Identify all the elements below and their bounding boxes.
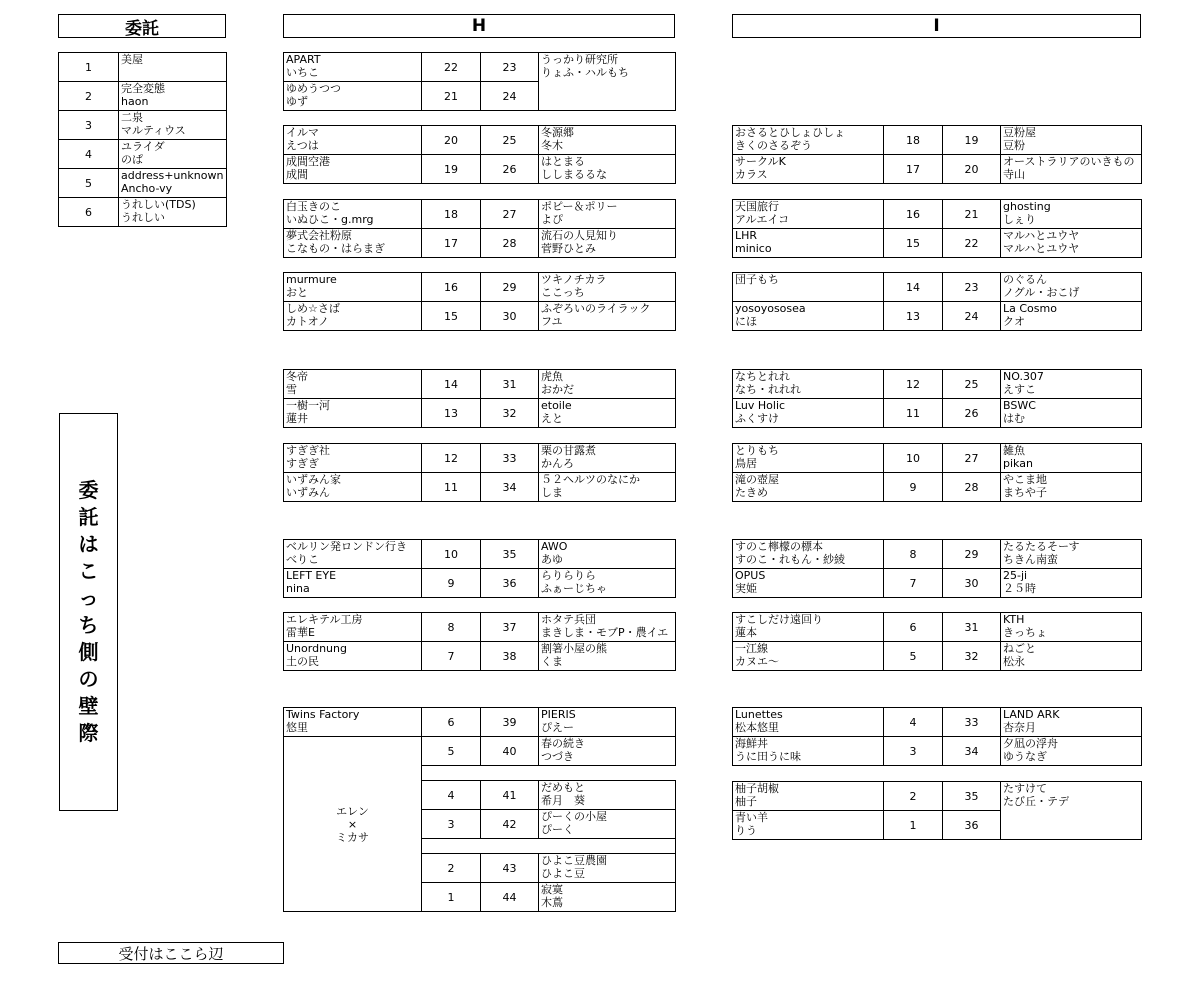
space-number: 33 (481, 444, 539, 473)
circle-cell: 流石の人見知り 菅野ひとみ (539, 229, 676, 258)
itaku-circle: ユライダ のぱ (119, 140, 227, 169)
circle-cell: 冬源郷 冬木 (539, 126, 676, 155)
circle-cell: すこしだけ遠回り 蓮本 (733, 613, 884, 642)
itaku-number: 3 (59, 111, 119, 140)
itaku-circle: うれしい(TDS) うれしい (119, 198, 227, 227)
circle-cell: とりもち 鳥居 (733, 444, 884, 473)
space-number: 15 (884, 229, 943, 258)
wall-note-char: 際 (78, 721, 99, 745)
circle-cell: 25-ji ２５時 (1001, 569, 1142, 598)
space-number: 42 (481, 810, 539, 839)
itaku-number: 1 (59, 53, 119, 82)
space-number: 6 (884, 613, 943, 642)
circle-cell: 栗の甘露煮 かんろ (539, 444, 676, 473)
h-block (283, 272, 676, 331)
space-number: 34 (943, 737, 1001, 766)
circle-cell: 寂寞 木蔦 (539, 883, 676, 912)
i-block (732, 125, 1142, 184)
space-number: 20 (943, 155, 1001, 184)
circle-cell: 団子もち (733, 273, 884, 302)
space-number: 8 (422, 613, 481, 642)
circle-cell: ぴーくの小屋 ぴーく (539, 810, 676, 839)
space-number: 12 (422, 444, 481, 473)
circle-cell: 滝の壺屋 たきめ (733, 473, 884, 502)
circle-cell: いずみん家 いずみん (284, 473, 422, 502)
space-number: 4 (422, 781, 481, 810)
i-block-last (732, 781, 1142, 840)
i-block (732, 272, 1142, 331)
i-block (732, 539, 1142, 598)
wall-note-char: こ (78, 559, 99, 583)
circle-cell: ツキノチカラ ここっち (539, 273, 676, 302)
circle-cell: 白玉きのこ いぬひこ・g.mrg (284, 200, 422, 229)
space-number: 26 (481, 155, 539, 184)
circle-cell: 割箸小屋の熊 くま (539, 642, 676, 671)
circle-cell: 海鮮丼 うに田うに味 (733, 737, 884, 766)
wall-note-char: ち (78, 613, 99, 637)
space-number: 29 (943, 540, 1001, 569)
space-number: 10 (884, 444, 943, 473)
space-number: 39 (481, 708, 539, 737)
space-number: 35 (481, 540, 539, 569)
space-number: 36 (481, 569, 539, 598)
eren-mikasa-merged: エレン × ミカサ (284, 737, 422, 912)
circle-cell: Twins Factory 悠里 (284, 708, 422, 737)
itaku-header: 委託 (58, 14, 226, 38)
space-number: 24 (481, 82, 539, 111)
space-number: 5 (884, 642, 943, 671)
space-number: 13 (884, 302, 943, 331)
circle-cell: 夕凪の浮舟 ゆうなぎ (1001, 737, 1142, 766)
circle-cell: ゆめうつつ ゆず (284, 82, 422, 111)
circle-cell: 雑魚 pikan (1001, 444, 1142, 473)
space-number: 18 (884, 126, 943, 155)
circle-cell: ふぞろいのライラック フユ (539, 302, 676, 331)
space-number: 31 (481, 370, 539, 399)
circle-cell: すのこ檸檬の標本 すのこ・れもん・紗綾 (733, 540, 884, 569)
space-number: 4 (884, 708, 943, 737)
space-number: 28 (943, 473, 1001, 502)
circle-cell: ５２ヘルツのなにか しま (539, 473, 676, 502)
space-number: 25 (943, 370, 1001, 399)
space-number: 27 (481, 200, 539, 229)
circle-cell: サークルK カラス (733, 155, 884, 184)
space-number: 17 (422, 229, 481, 258)
itaku-circle: 二泉 マルティウス (119, 111, 227, 140)
h-block (283, 199, 676, 258)
h-block (283, 612, 676, 671)
circle-cell: マルハとユウヤ マルハとユウヤ (1001, 229, 1142, 258)
space-number: 40 (481, 737, 539, 766)
itaku-circle: address+unknown Ancho-vy (119, 169, 227, 198)
space-number: 5 (422, 737, 481, 766)
h-block-top (283, 52, 676, 111)
space-number: 22 (943, 229, 1001, 258)
circle-cell: オーストラリアのいきもの 寺山 (1001, 155, 1142, 184)
space-number: 12 (884, 370, 943, 399)
h-block (283, 539, 676, 598)
i-block (732, 443, 1142, 502)
space-number: 23 (481, 53, 539, 82)
circle-cell: 虎魚 おかだ (539, 370, 676, 399)
spacer-cell (422, 766, 676, 781)
space-number: 3 (884, 737, 943, 766)
wall-note-char: 託 (78, 505, 99, 529)
itaku-number: 6 (59, 198, 119, 227)
circle-cell: PIERIS ぴえー (539, 708, 676, 737)
wall-note-char: 側 (78, 640, 99, 664)
itaku-number: 2 (59, 82, 119, 111)
i-block (732, 199, 1142, 258)
space-number: 24 (943, 302, 1001, 331)
space-number: 30 (943, 569, 1001, 598)
circle-cell: たるたるそーす ちきん南蛮 (1001, 540, 1142, 569)
circle-cell: らりらりら ふぁーじちゃ (539, 569, 676, 598)
circle-cell: Luv Holic ふくすけ (733, 399, 884, 428)
wall-note-char: っ (78, 586, 99, 610)
circle-cell: Unordnung 土の民 (284, 642, 422, 671)
circle-cell: ねごと 松永 (1001, 642, 1142, 671)
space-number: 14 (884, 273, 943, 302)
space-number: 33 (943, 708, 1001, 737)
space-number: 34 (481, 473, 539, 502)
h-block-eren (283, 707, 676, 912)
circle-cell: NO.307 えすこ (1001, 370, 1142, 399)
spacer-cell (422, 839, 676, 854)
itaku-circle: 美屋 (119, 53, 227, 82)
h-block (283, 369, 676, 428)
space-number: 10 (422, 540, 481, 569)
space-number: 16 (422, 273, 481, 302)
space-number: 11 (422, 473, 481, 502)
circle-cell: yosoyososea にほ (733, 302, 884, 331)
space-number: 32 (481, 399, 539, 428)
circle-cell: 柚子胡椒 柚子 (733, 782, 884, 811)
circle-cell: 春の続き つづき (539, 737, 676, 766)
i-block (732, 612, 1142, 671)
wall-note-char: は (78, 532, 99, 556)
circle-cell-merged: たすけて たび丘・テデ (1001, 782, 1142, 840)
circle-cell: なちとれれ なち・れれれ (733, 370, 884, 399)
wall-note (59, 413, 118, 811)
circle-cell: 一江線 カヌエ〜 (733, 642, 884, 671)
space-number: 27 (943, 444, 1001, 473)
i-block (732, 707, 1142, 766)
space-number: 3 (422, 810, 481, 839)
space-number: 2 (884, 782, 943, 811)
circle-cell: やこま地 まちや子 (1001, 473, 1142, 502)
circle-cell: ghosting しぇり (1001, 200, 1142, 229)
space-number: 21 (943, 200, 1001, 229)
space-number: 22 (422, 53, 481, 82)
space-number: 7 (422, 642, 481, 671)
circle-cell: 冬帝 雪 (284, 370, 422, 399)
circle-cell: BSWC はむ (1001, 399, 1142, 428)
wall-note-char: 委 (78, 478, 99, 502)
circle-cell: ベルリン発ロンドン行き べりこ (284, 540, 422, 569)
circle-cell: ホタテ兵団 まきしま・モブP・農イエ (539, 613, 676, 642)
circle-cell-merged: うっかり研究所 りょふ・ハルもち (539, 53, 676, 111)
i-column-header: I (732, 14, 1141, 38)
space-number: 13 (422, 399, 481, 428)
space-number: 28 (481, 229, 539, 258)
space-number: 21 (422, 82, 481, 111)
space-number: 25 (481, 126, 539, 155)
circle-cell: LAND ARK 杏奈月 (1001, 708, 1142, 737)
space-number: 36 (943, 811, 1001, 840)
space-number: 41 (481, 781, 539, 810)
circle-cell: だめもと 希月 葵 (539, 781, 676, 810)
h-block (283, 125, 676, 184)
space-number: 29 (481, 273, 539, 302)
circle-cell: APART いちこ (284, 53, 422, 82)
space-number: 38 (481, 642, 539, 671)
circle-cell: おさるとひしょひしょ きくのさるぞう (733, 126, 884, 155)
circle-cell: はとまる ししまるるな (539, 155, 676, 184)
space-number: 6 (422, 708, 481, 737)
space-number: 9 (422, 569, 481, 598)
itaku-circle: 完全変態 haon (119, 82, 227, 111)
space-number: 7 (884, 569, 943, 598)
wall-note-char: の (78, 667, 99, 691)
space-number: 9 (884, 473, 943, 502)
circle-cell: 成間空港 成間 (284, 155, 422, 184)
space-number: 17 (884, 155, 943, 184)
space-number: 14 (422, 370, 481, 399)
h-block (283, 443, 676, 502)
space-number: 23 (943, 273, 1001, 302)
circle-cell: 豆粉屋 豆粉 (1001, 126, 1142, 155)
circle-cell: etoile えと (539, 399, 676, 428)
circle-cell: すぎぎ社 すぎぎ (284, 444, 422, 473)
space-number: 11 (884, 399, 943, 428)
circle-cell: のぐるん ノグル・おこげ (1001, 273, 1142, 302)
space-number: 44 (481, 883, 539, 912)
circle-cell: La Cosmo クオ (1001, 302, 1142, 331)
space-number: 8 (884, 540, 943, 569)
circle-cell: しめ☆さば カトオノ (284, 302, 422, 331)
i-block (732, 369, 1142, 428)
space-number: 26 (943, 399, 1001, 428)
space-number: 32 (943, 642, 1001, 671)
circle-cell: murmure おと (284, 273, 422, 302)
circle-cell: KTH きっちょ (1001, 613, 1142, 642)
space-number: 31 (943, 613, 1001, 642)
circle-cell: 天国旅行 アルエイコ (733, 200, 884, 229)
circle-cell: 夢式会社粉原 こなもの・はらまぎ (284, 229, 422, 258)
circle-cell: Lunettes 松本悠里 (733, 708, 884, 737)
circle-cell: イルマ えつは (284, 126, 422, 155)
circle-cell: エレキテル工房 雷華E (284, 613, 422, 642)
space-number: 15 (422, 302, 481, 331)
circle-cell: 一樹一河 蓮井 (284, 399, 422, 428)
space-number: 35 (943, 782, 1001, 811)
circle-cell: ひよこ豆農園 ひよこ豆 (539, 854, 676, 883)
itaku-table (58, 52, 227, 227)
space-number: 37 (481, 613, 539, 642)
space-number: 19 (422, 155, 481, 184)
space-number: 16 (884, 200, 943, 229)
reception-note: 受付はここら辺 (58, 942, 284, 964)
space-number: 18 (422, 200, 481, 229)
circle-cell: AWO あゆ (539, 540, 676, 569)
space-number: 30 (481, 302, 539, 331)
space-number: 2 (422, 854, 481, 883)
space-number: 43 (481, 854, 539, 883)
h-column-header: H (283, 14, 675, 38)
space-number: 1 (422, 883, 481, 912)
circle-cell: ポピー＆ポリー よぴ (539, 200, 676, 229)
circle-cell: LEFT EYE nina (284, 569, 422, 598)
circle-cell: LHR minico (733, 229, 884, 258)
space-number: 20 (422, 126, 481, 155)
itaku-number: 5 (59, 169, 119, 198)
circle-cell: OPUS 実姫 (733, 569, 884, 598)
itaku-number: 4 (59, 140, 119, 169)
space-number: 1 (884, 811, 943, 840)
wall-note-char: 壁 (78, 694, 99, 718)
circle-cell: 青い羊 りう (733, 811, 884, 840)
space-number: 19 (943, 126, 1001, 155)
